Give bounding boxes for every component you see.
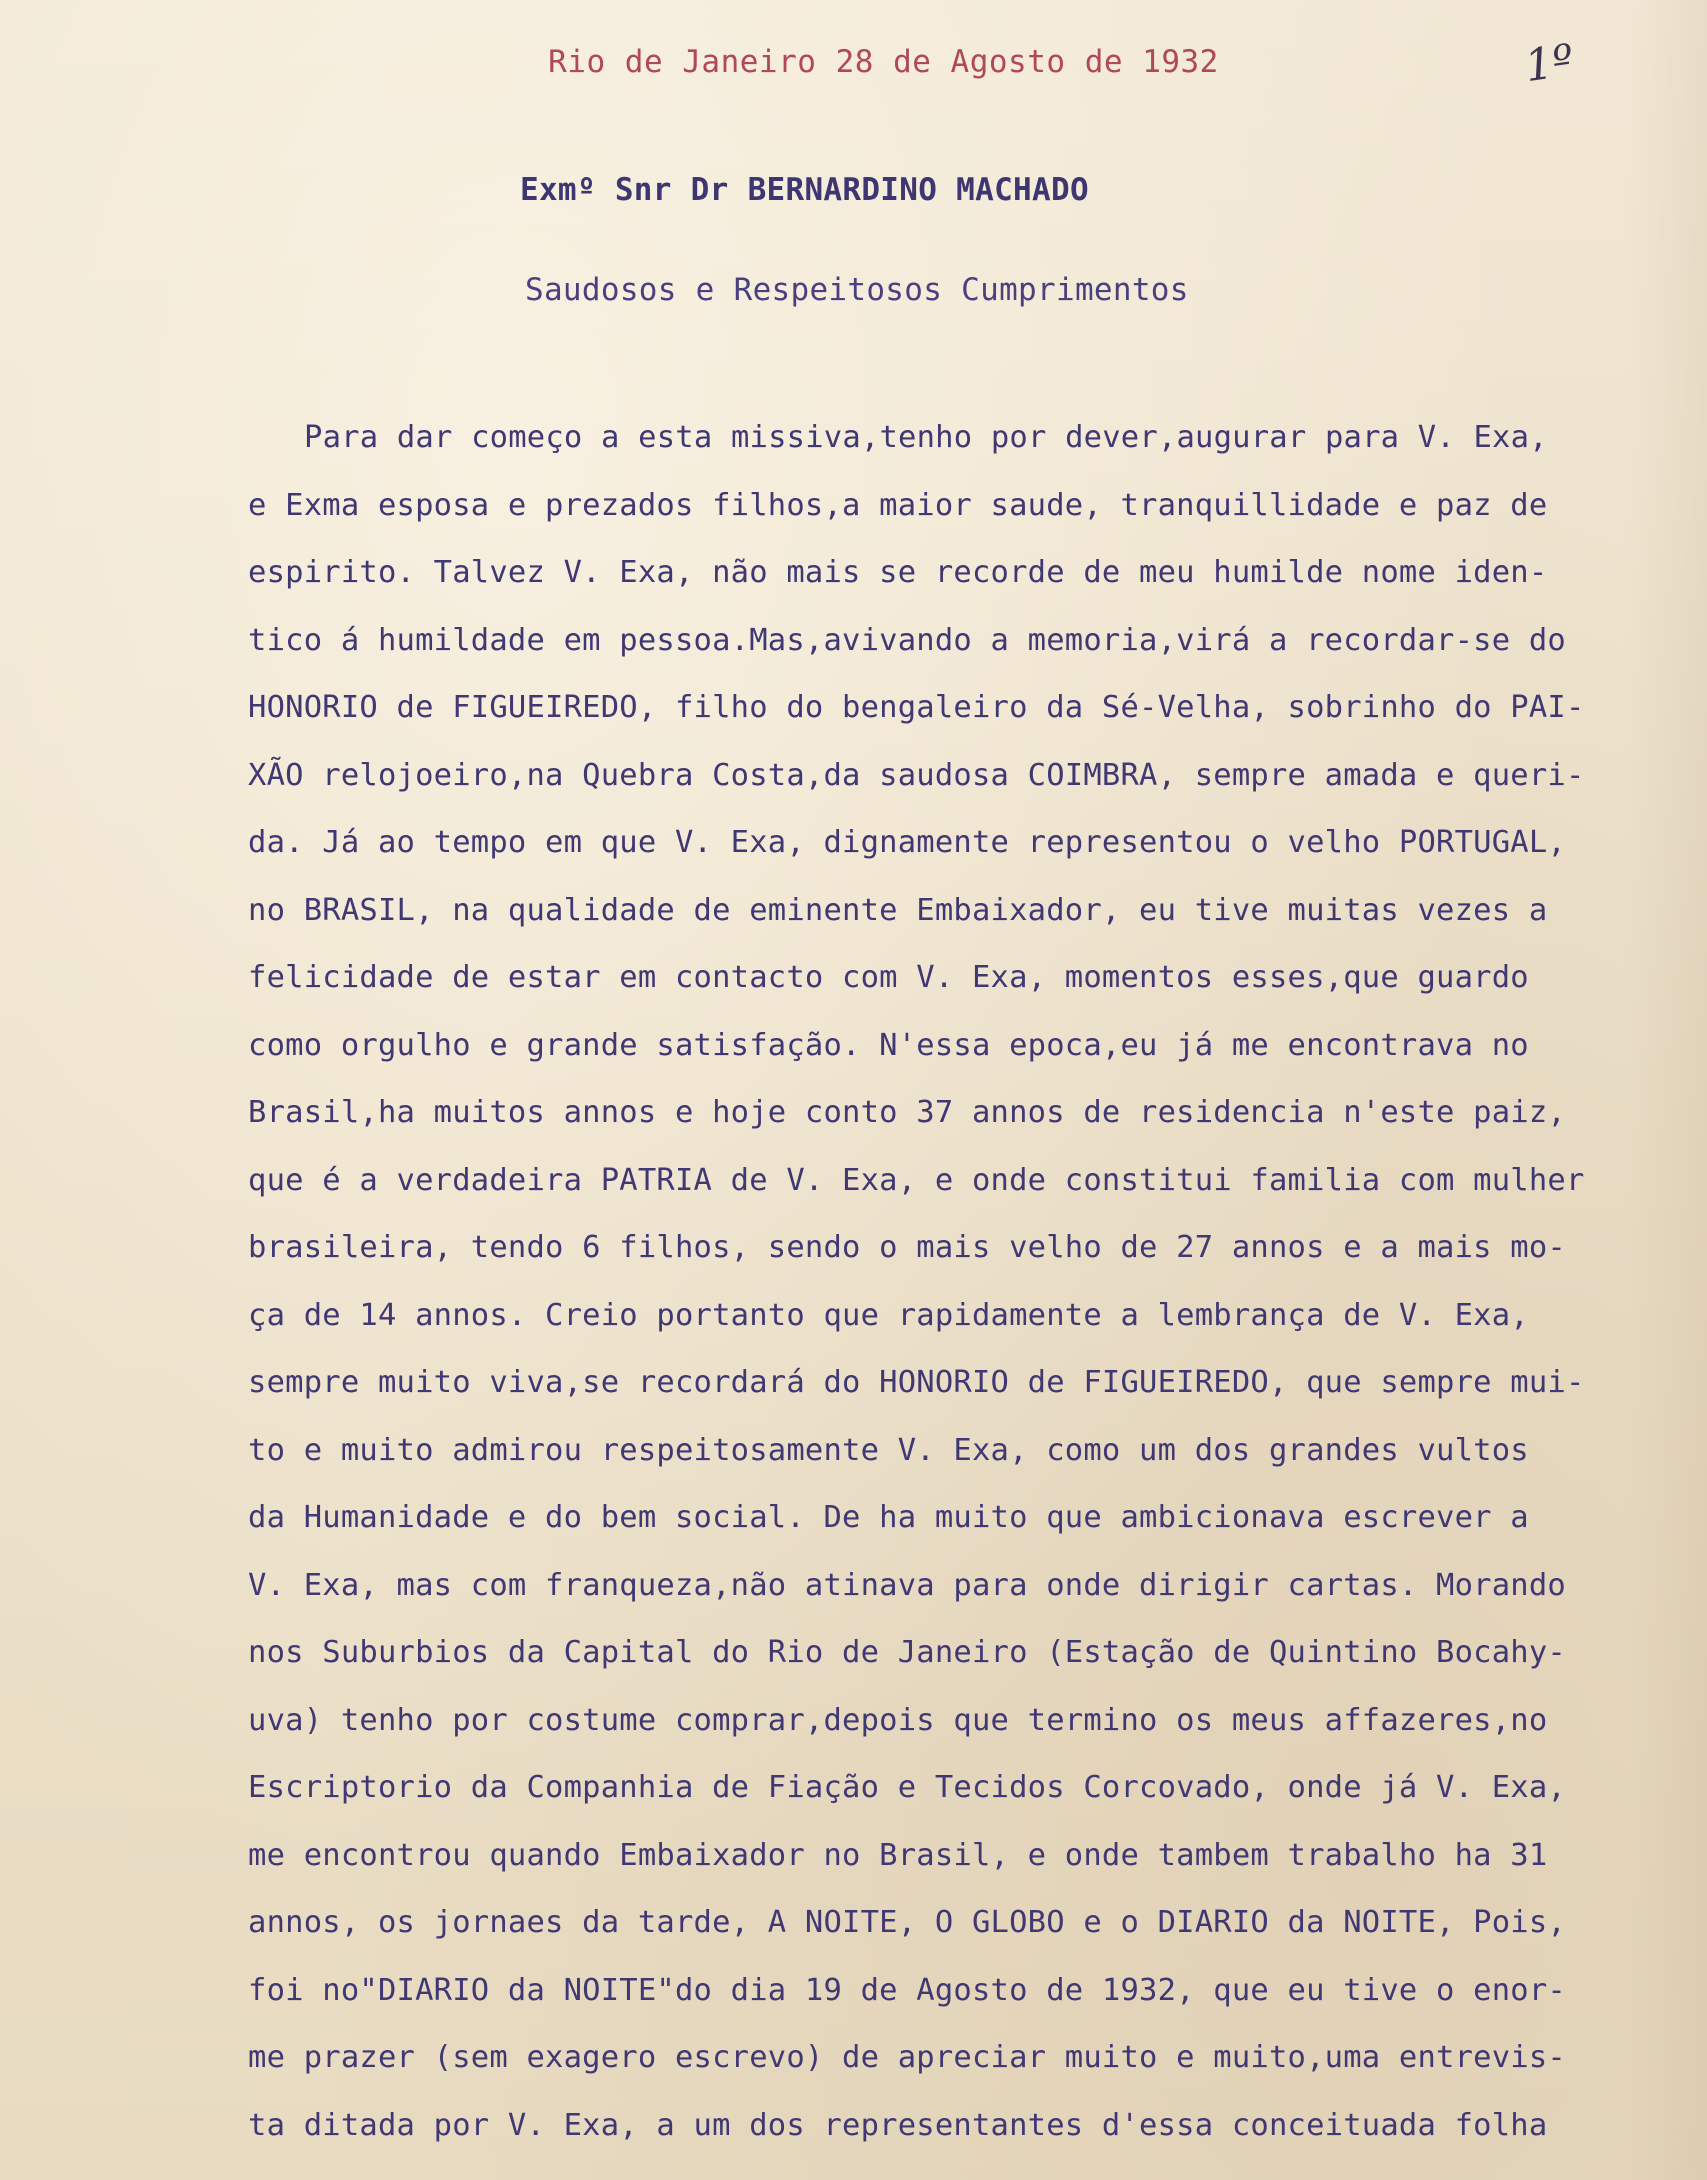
- body-line: uva) tenho por costume comprar,depois que termino os meus affazeres,no: [248, 1702, 1548, 1738]
- body-line: me prazer (sem exagero escrevo) de apreciar muito e muito,uma entrevis-: [248, 2040, 1566, 2075]
- letter-body: [248, 404, 1668, 2159]
- body-line: da Humanidade e do bem social. De ha muito que ambicionava escrever a: [248, 1500, 1529, 1535]
- date-line: Rio de Janeiro 28 de Agosto de 1932: [548, 44, 1219, 80]
- body-line: e Exma esposa e prezados filhos,a maior saude, tranquillidade e paz de: [248, 487, 1548, 523]
- body-line: to e muito admirou respeitosamente V. Exa, como um dos grandes vultos: [248, 1432, 1529, 1468]
- body-line: me encontrou quando Embaixador no Brasil, e onde tambem trabalho ha 31: [248, 1837, 1548, 1873]
- body-line: felicidade de estar em contacto com V. Exa, momentos esses,que guardo: [248, 960, 1529, 995]
- body-line: XÃO relojoeiro,na Quebra Costa,da saudosa COIMBRA, sempre amada e queri-: [248, 757, 1585, 793]
- body-line: foi no"DIARIO da NOITE"do dia 19 de Agosto de 1932, que eu tive o enor-: [248, 1972, 1566, 2008]
- body-line: da. Já ao tempo em que V. Exa, dignamente representou o velho PORTUGAL,: [248, 825, 1566, 860]
- body-line: annos, os jornaes da tarde, A NOITE, O GLOBO e o DIARIO da NOITE, Pois,: [248, 1905, 1566, 1940]
- body-line: ça de 14 annos. Creio portanto que rapidamente a lembrança de V. Exa,: [248, 1297, 1529, 1333]
- salutation: Saudosos e Respeitosos Cumprimentos: [525, 272, 1189, 308]
- body-line: como orgulho e grande satisfação. N'essa epoca,eu já me encontrava no: [248, 1027, 1529, 1063]
- body-line: V. Exa, mas com franqueza,não atinava para onde dirigir cartas. Morando: [248, 1567, 1566, 1603]
- body-line: sempre muito viva,se recordará do HONORIO de FIGUEIREDO, que sempre mui-: [248, 1365, 1585, 1400]
- body-line: no BRASIL, na qualidade de eminente Embaixador, eu tive muitas vezes a: [248, 892, 1548, 928]
- body-line: Brasil,ha muitos annos e hoje conto 37 annos de residencia n'este paiz,: [248, 1095, 1566, 1130]
- page-number: 1º: [1521, 34, 1577, 93]
- body-line: ta ditada por V. Exa, a um dos representantes d'essa conceituada folha: [248, 2107, 1548, 2143]
- body-line: que é a verdadeira PATRIA de V. Exa, e onde constitui familia com mulher: [248, 1162, 1585, 1198]
- body-line: HONORIO de FIGUEIREDO, filho do bengaleiro da Sé-Velha, sobrinho do PAI-: [248, 690, 1585, 725]
- body-line: nos Suburbios da Capital do Rio de Janeiro (Estação de Quintino Bocahy-: [248, 1635, 1566, 1670]
- addressee: Exmº Snr Dr BERNARDINO MACHADO: [520, 172, 1089, 208]
- body-line: Escriptorio da Companhia de Fiação e Tecidos Corcovado, onde já V. Exa,: [248, 1770, 1566, 1805]
- body-line: Para dar começo a esta missiva,tenho por dever,augurar para V. Exa,: [304, 420, 1548, 455]
- body-line: espirito. Talvez V. Exa, não mais se recorde de meu humilde nome iden-: [248, 555, 1548, 590]
- body-line: tico á humildade em pessoa.Mas,avivando a memoria,virá a recordar-se do: [248, 622, 1566, 658]
- body-line: brasileira, tendo 6 filhos, sendo o mais velho de 27 annos e a mais mo-: [248, 1230, 1566, 1265]
